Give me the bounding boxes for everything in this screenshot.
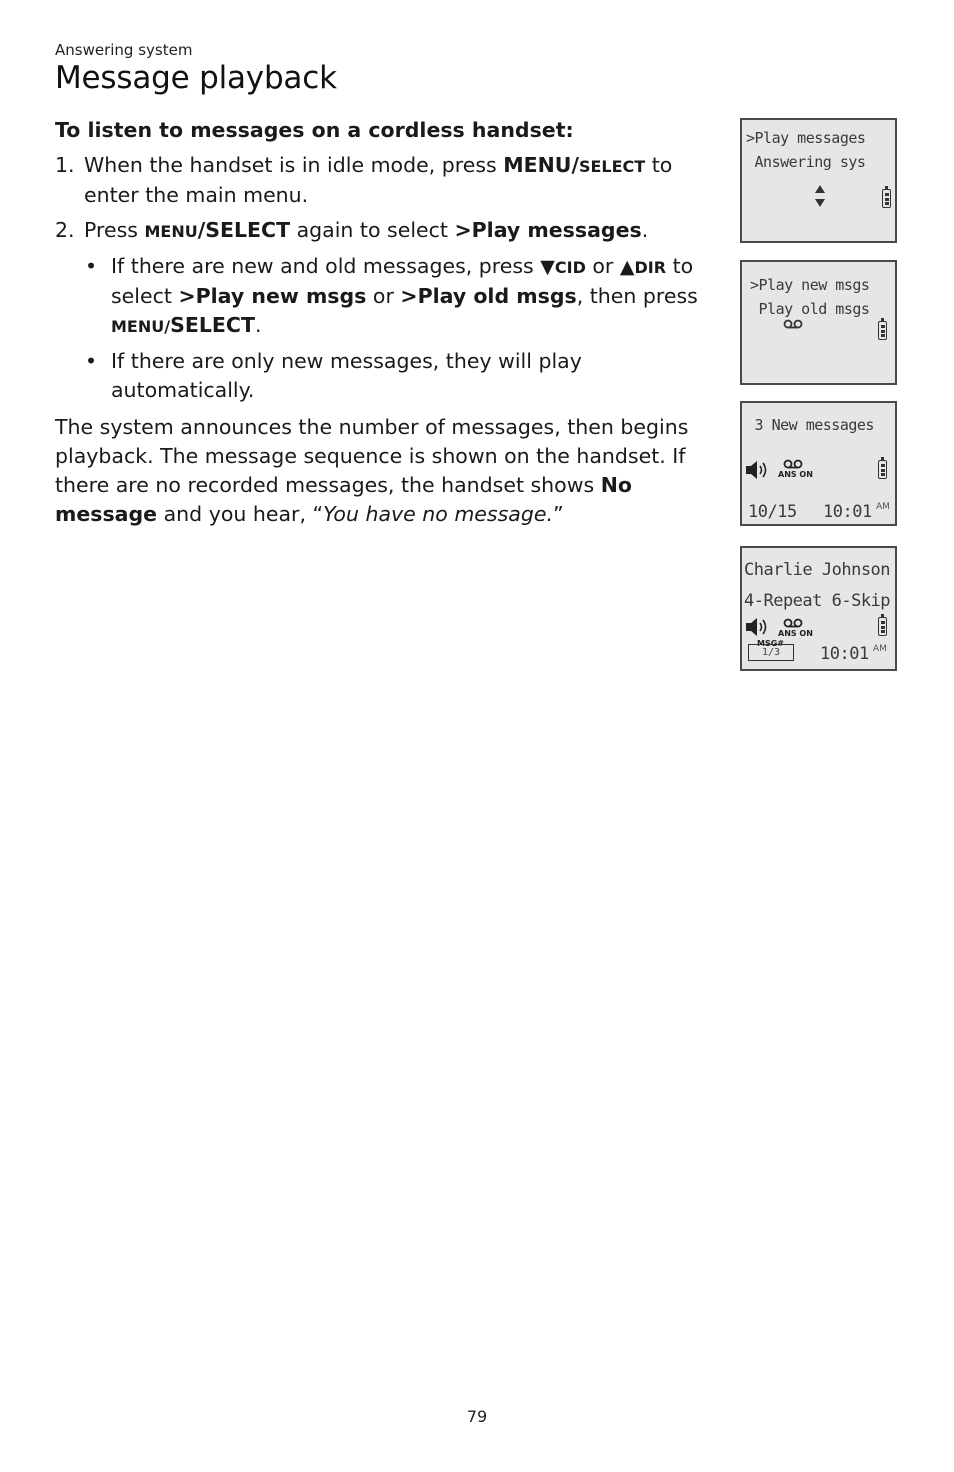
step-2	[55, 216, 730, 246]
bullet-text: If there are only new messages, they will play automatically.	[111, 349, 582, 402]
screen-line-1: >Play new msgs	[750, 276, 870, 294]
key-name: MENU/	[111, 317, 171, 336]
am-pm-indicator: AM	[873, 644, 887, 654]
bullet-new-and-old	[55, 252, 730, 341]
voicemail-icon	[783, 618, 803, 628]
handset-screen-play-new-old	[740, 260, 897, 385]
instructions-heading: To listen to messages on a cordless handset:	[55, 118, 574, 142]
up-down-arrows-icon	[814, 184, 826, 208]
key-name: MENU/	[503, 153, 579, 177]
bullet-text: to select	[111, 254, 694, 308]
step-text: .	[641, 218, 649, 242]
step-1	[55, 151, 730, 210]
step-number: 1.	[55, 153, 75, 177]
battery-icon	[878, 617, 887, 636]
bullet-text: , then press	[576, 284, 698, 308]
bullet-text: .	[254, 313, 262, 337]
step-number: 2.	[55, 218, 75, 242]
battery-icon	[878, 321, 887, 340]
handset-screen-play-messages	[740, 118, 897, 243]
up-arrow-icon: ▲	[619, 256, 635, 278]
screen-date: 10/15	[748, 502, 797, 522]
key-name: MENU	[144, 222, 198, 241]
screen-line-1: 3 New messages	[746, 416, 874, 434]
down-arrow-icon: ▼	[540, 256, 555, 278]
battery-icon	[882, 189, 891, 208]
am-pm-indicator: AM	[876, 502, 890, 512]
screen-line-1: >Play messages	[746, 129, 866, 147]
paragraph-text: and you hear, “	[157, 502, 324, 526]
screen-message: No message	[55, 473, 632, 526]
key-name: DIR	[634, 258, 667, 277]
menu-option: >Play messages	[454, 218, 642, 242]
step-text: again to select	[290, 218, 455, 242]
paragraph-text: The system announces the number of messages, then begins playback. The message sequence is shown on the handset. If there are no recorded messages, the handset shows	[55, 415, 689, 497]
screen-time: 10:01	[820, 644, 869, 664]
speaker-icon	[745, 459, 771, 481]
screen-options: 4-Repeat 6-Skip	[744, 591, 891, 611]
answering-on-label: ANS ON	[778, 629, 813, 638]
step-text: to enter the main menu.	[84, 153, 673, 207]
speaker-icon	[745, 616, 771, 638]
handset-screen-new-messages	[740, 401, 897, 526]
handset-screen-caller-playback	[740, 546, 897, 671]
battery-icon	[878, 460, 887, 479]
step-text: Press	[84, 218, 145, 242]
section-label: Answering system	[55, 41, 193, 59]
screen-caller-name: Charlie Johnson	[744, 560, 891, 580]
spoken-message: You have no message.	[323, 502, 553, 526]
step-text: When the handset is in idle mode, press	[84, 153, 504, 177]
voicemail-icon	[783, 319, 803, 329]
instructions	[55, 116, 730, 529]
key-name: CID	[554, 258, 586, 277]
bullet-dot: •	[85, 254, 98, 278]
bullet-text: or	[585, 254, 620, 278]
screen-time: 10:01	[823, 502, 872, 522]
message-number-label: MSG#	[757, 639, 784, 648]
page-title: Message playback	[55, 60, 337, 96]
message-counter: 1/3	[748, 644, 794, 661]
paragraph-text: ”	[552, 502, 564, 526]
menu-option: >Play old msgs	[400, 284, 577, 308]
key-name: SELECT	[578, 157, 646, 176]
key-name: SELECT	[170, 313, 255, 337]
voicemail-icon	[783, 459, 803, 469]
bullet-only-new	[55, 347, 730, 405]
key-name: /SELECT	[197, 218, 291, 242]
bullet-dot: •	[85, 349, 98, 373]
playback-paragraph	[55, 413, 730, 529]
bullet-text: If there are new and old messages, press	[111, 254, 541, 278]
page-number: 79	[466, 1407, 488, 1426]
menu-option: >Play new msgs	[178, 284, 367, 308]
screen-line-2: Answering sys	[746, 153, 866, 171]
answering-on-label: ANS ON	[778, 470, 813, 479]
bullet-text: or	[366, 284, 401, 308]
screen-line-2: Play old msgs	[750, 300, 870, 318]
